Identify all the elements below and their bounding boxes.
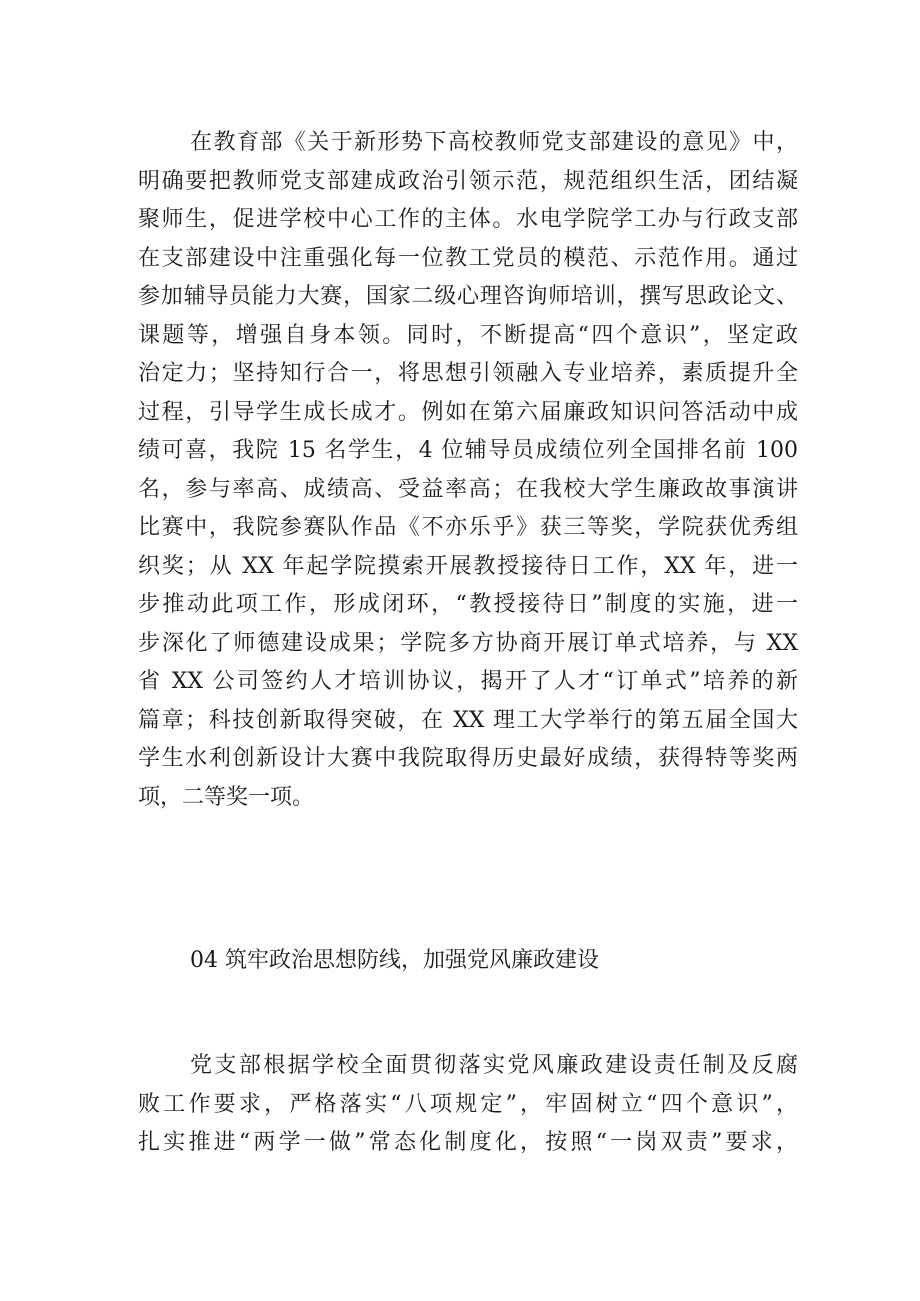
paragraph-line: 在教育部《关于新形势下高校教师党支部建设的意见》中， xyxy=(190,130,798,155)
body-paragraph-1 xyxy=(138,124,798,817)
paragraph-line: 在支部建设中注重强化每一位教工党员的模范、示范作用。通过 xyxy=(138,245,798,271)
paragraph-line: 败工作要求，严格落实“八项规定”，牢固树立“四个意识”， xyxy=(138,1091,798,1117)
paragraph-line: 扎实推进“两学一做”常态化制度化，按照“一岗双责”要求， xyxy=(138,1130,798,1155)
paragraph-line: 聚师生，促进学校中心工作的主体。水电学院学工办与行政支部 xyxy=(138,207,798,232)
paragraph-line: 党支部根据学校全面贯彻落实党风廉政建设责任制及反腐 xyxy=(190,1053,798,1078)
body-paragraph-2 xyxy=(138,1047,798,1163)
paragraph-line: 篇章；科技创新取得突破，在 XX 理工大学举行的第五届全国大 xyxy=(138,707,798,733)
paragraph-line: 省 XX 公司签约人才培训协议，揭开了人才“订单式”培养的新 xyxy=(138,669,798,694)
paragraph-line: 参加辅导员能力大赛，国家二级心理咨询师培训，撰写思政论文、 xyxy=(138,284,798,309)
paragraph-line: 步深化了师德建设成果；学院多方协商开展订单式培养，与 XX xyxy=(138,630,798,656)
paragraph-line: 课题等，增强自身本领。同时，不断提高“四个意识”，坚定政 xyxy=(138,322,798,348)
paragraph-line: 绩可喜，我院 15 名学生，4 位辅导员成绩位列全国排名前 100 xyxy=(138,438,798,463)
section-heading-block xyxy=(138,942,798,981)
paragraph-line: 学生水利创新设计大赛中我院取得历史最好成绩，获得特等奖两 xyxy=(138,746,798,771)
paragraph-line: 过程，引导学生成长成才。例如在第六届廉政知识问答活动中成 xyxy=(138,399,798,425)
paragraph-line: 名，参与率高、成绩高、受益率高；在我校大学生廉政故事演讲 xyxy=(138,476,798,502)
section-heading: 04 筑牢政治思想防线，加强党风廉政建设 xyxy=(190,948,599,973)
paragraph-line: 明确要把教师党支部建成政治引领示范，规范组织生活，团结凝 xyxy=(138,168,798,194)
paragraph-line: 步推动此项工作，形成闭环，“教授接待日”制度的实施，进一 xyxy=(138,592,798,617)
paragraph-line: 比赛中，我院参赛队作品《不亦乐乎》获三等奖，学院获优秀组 xyxy=(138,515,798,540)
paragraph-line: 织奖；从 XX 年起学院摸索开展教授接待日工作，XX 年，进一 xyxy=(138,553,798,579)
paragraph-line-last: 项，二等奖一项。 xyxy=(138,784,315,810)
paragraph-line: 治定力；坚持知行合一，将思想引领融入专业培养，素质提升全 xyxy=(138,361,798,386)
